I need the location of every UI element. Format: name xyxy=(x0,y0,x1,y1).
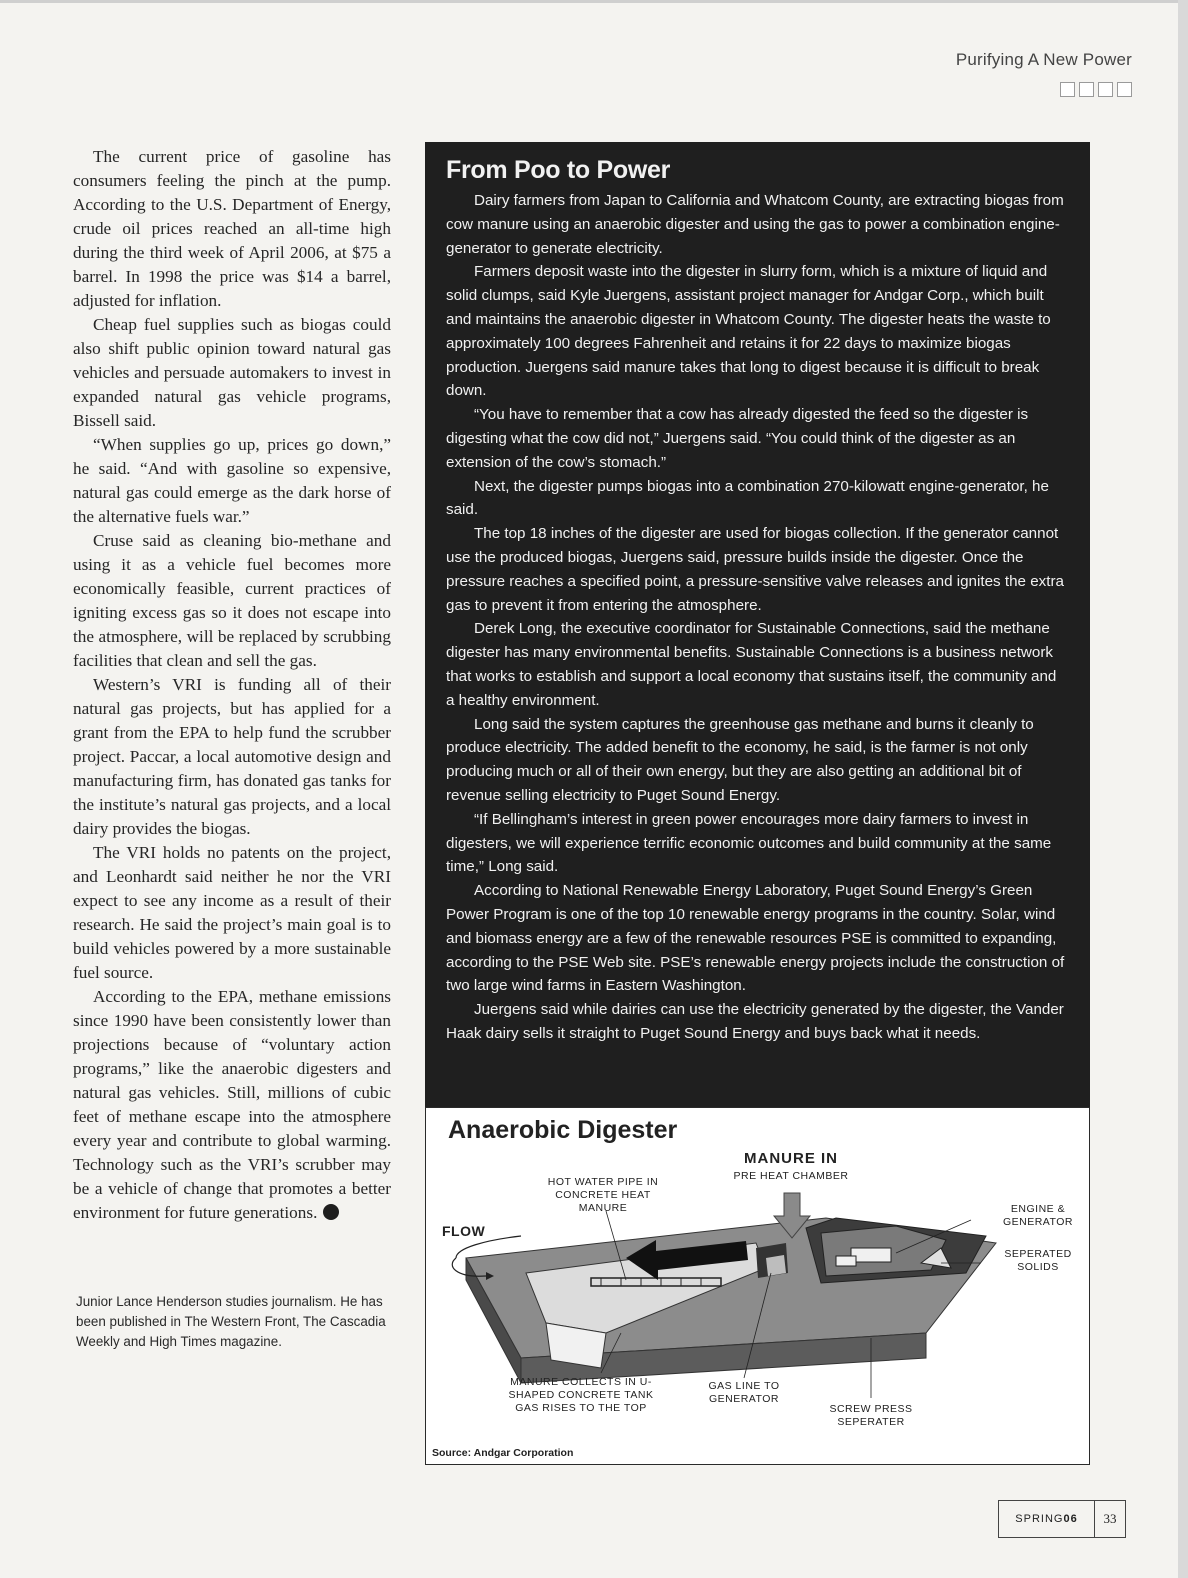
marker-square xyxy=(1117,82,1132,97)
issue-year: 06 xyxy=(1063,1513,1078,1525)
end-of-article-icon xyxy=(323,1204,339,1220)
sidebar-paragraph: Derek Long, the executive coordinator for Sustainable Connections, said the methane digester has many environmental benefits. Sustainable Connections is a business network that works to establish and support a local economy that sustains itself, the community and a healthy environment. xyxy=(446,620,1057,709)
flow-label: FLOW xyxy=(442,1223,486,1239)
sidebar-paragraph: The top 18 inches of the digester are used for biogas collection. If the generator cannot use the produced biogas, Juergens said, pressure builds inside the digester. Once the pressure reaches a specified point, a pressure-sensitive valve releases and ignites the extra gas to prevent it from entering the atmosphere. xyxy=(446,525,1064,614)
pre-heat-chamber-label: PRE HEAT CHAMBER xyxy=(733,1170,849,1182)
hot-water-pipe-label: HOT WATER PIPE IN CONCRETE HEAT MANURE xyxy=(547,1176,659,1214)
marker-square xyxy=(1098,82,1113,97)
engine-generator-label: ENGINE & GENERATOR xyxy=(1002,1203,1074,1228)
issue-season: SPRING xyxy=(1015,1513,1064,1525)
page-edge-shadow xyxy=(1178,0,1188,1578)
sidebar-paragraph: According to National Renewable Energy Laboratory, Puget Sound Energy’s Green Power Program is one of the top 10 renewable energy programs in the country. Solar, wind and biomass energy are a few of the renewable resources PSE is committed to expanding, according to the PSE Web site. PSE’s renewable energy projects include the construction of two large wind farms in Eastern Washington. xyxy=(446,882,1065,995)
screw-press-label: SCREW PRESS SEPERATER xyxy=(829,1403,913,1428)
sidebar-title: From Poo to Power xyxy=(446,156,671,184)
author-bio: Junior Lance Henderson studies journalism. He has been published in The Western Front, The Cascadia Weekly and High Times magazine. xyxy=(76,1294,386,1349)
sidebar-paragraph: Juergens said while dairies can use the electricity generated by the digester, the Vander Haak dairy sells it straight to Puget Sound Energy and buys back what it needs. xyxy=(446,1001,1064,1042)
article-paragraph: Western’s VRI is funding all of their natural gas projects, but has applied for a grant from the EPA to help fund the scrubber project. Paccar, a local automotive design and manufacturing firm, has donated gas tanks for the institute’s natural gas projects, and a local dairy provides the biogas. xyxy=(73,675,391,838)
gas-line-label: GAS LINE TO GENERATOR xyxy=(708,1380,780,1405)
section-marker-squares xyxy=(1060,82,1132,97)
section-title: Purifying A New Power xyxy=(955,50,1132,69)
sidebar-paragraph: “You have to remember that a cow has already digested the feed so the digester is digesting what the cow did not,” Juergens said. “You could think of the digester as an extension of the cow’s stomach.” xyxy=(446,406,1029,471)
diagram-source: Source: Andgar Corporation xyxy=(432,1447,574,1459)
article-paragraph: “When supplies go up, prices go down,” he said. “And with gasoline so expensive, natural gas could emerge as the dark horse of the alternative fuels war.” xyxy=(73,435,391,526)
article-paragraph: Cheap fuel supplies such as biogas could also shift public opinion toward natural gas vehicles and persuade automakers to invest in expanded natural gas vehicle programs, Bissell said. xyxy=(73,315,391,430)
magazine-issue xyxy=(999,1501,1095,1537)
manure-collects-label: MANURE COLLECTS IN U-SHAPED CONCRETE TANK GAS RISES TO THE TOP xyxy=(508,1376,654,1414)
sidebar-paragraph: Next, the digester pumps biogas into a combination 270-kilowatt engine-generator, he said. xyxy=(446,477,1049,519)
top-rule xyxy=(0,0,1188,3)
sidebar-paragraph: Dairy farmers from Japan to California and Whatcom County, are extracting biogas from cow manure using an anaerobic digester and using the gas to power a combination engine-generator to generate electricity. xyxy=(446,192,1064,257)
anaerobic-digester-diagram xyxy=(425,1107,1090,1465)
marker-square xyxy=(1060,82,1075,97)
article-paragraph: The VRI holds no patents on the project, and Leonhardt said neither he nor the VRI expect to see any income as a result of their research. He said the project’s main goal is to build vehicles powered by a more sustainable fuel source. xyxy=(73,843,391,982)
sidebar-paragraph: “If Bellingham’s interest in green power encourages more dairy farmers to invest in digesters, we will experience terrific economic outcomes and build community at the same time,” Long said. xyxy=(446,810,1052,876)
marker-square xyxy=(1079,82,1094,97)
manure-in-label: MANURE IN xyxy=(744,1150,838,1167)
diagram-title: Anaerobic Digester xyxy=(448,1116,678,1144)
separated-solids-label: SEPERATED SOLIDS xyxy=(1004,1248,1072,1273)
sidebar-paragraph: Farmers deposit waste into the digester in slurry form, which is a mixture of liquid and solid clumps, said Kyle Juergens, assistant project manager for Andgar Corp., which built and maintains the anaerobic digester in Whatcom County. The digester heats the waste to approximately 100 degrees Fahrenheit and retains it for 22 days to maximize biogas production. Juergens said manure takes that long to digest because it is difficult to break down. xyxy=(446,263,1051,400)
article-paragraph: The current price of gasoline has consumers feeling the pinch at the pump. According to the U.S. Department of Energy, crude oil prices reached an all-time high during the third week of April 2006, at $75 a barrel. In 1998 the price was $14 a barrel, adjusted for inflation. xyxy=(73,147,391,310)
page-folio xyxy=(998,1500,1126,1538)
article-paragraph-last xyxy=(73,985,391,1225)
sidebar-paragraph: Long said the system captures the greenhouse gas methane and burns it cleanly to produce electricity. The added benefit to the economy, he said, is the farmer is not only producing much or all of their own energy, but they are also getting an additional bit of revenue selling electricity to Puget Sound Energy. xyxy=(446,715,1034,804)
page-number: 33 xyxy=(1103,1511,1117,1526)
main-article-column xyxy=(73,145,391,1225)
article-paragraph: Cruse said as cleaning bio-methane and using it as a vehicle fuel becomes more economically feasible, current practices of igniting excess gas so it does not escape into the atmosphere, will be replaced by scrubbing facilities that clean and sell the gas. xyxy=(73,531,391,670)
sidebar-box xyxy=(425,142,1090,1107)
article-paragraph: According to the EPA, methane emissions since 1990 have been consistently lower than projections because of “voluntary action programs,” like the anaerobic digesters and natural gas vehicles. Still, millions of cubic feet of methane escape into the atmosphere every year and contribute to global warming. Technology such as the VRI’s scrubber may be a vehicle of change that promotes a better environment for future generations. xyxy=(73,987,391,1222)
